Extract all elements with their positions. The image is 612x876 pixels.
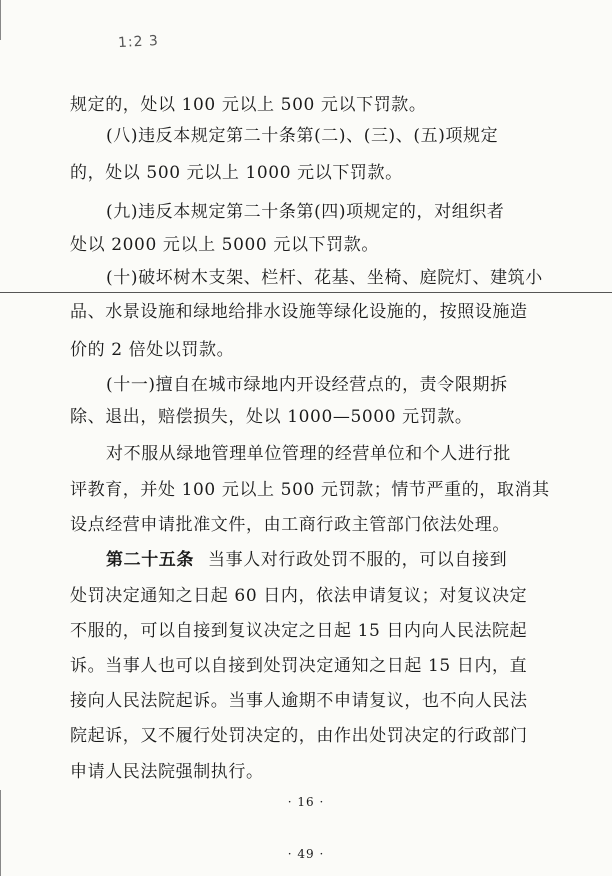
text-line: 评教育，并处 100 元以上 500 元罚款；情节严重的，取消其 [70,480,550,500]
text-line: 除、退出，赔偿损失，处以 1000—5000 元罚款。 [70,407,473,427]
binding-edge-mark [0,0,1,40]
text-line: 处以 2000 元以上 5000 元以下罚款。 [70,235,379,255]
text-line: 设点经营申请批准文件，由工商行政主管部门依法处理。 [70,515,510,535]
text-line: 接向人民法院起诉。当事人逾期不申请复议，也不向人民法 [70,691,528,711]
text-line: 对不服从绿地管理单位管理的经营单位和个人进行批 [106,444,511,464]
text-line: 申请人民法院强制执行。 [70,762,264,782]
text-line: 诉。当事人也可以自接到处罚决定通知之日起 15 日内，直 [70,656,528,676]
text-line: 价的 2 倍处以罚款。 [70,340,235,360]
article-line [106,550,550,570]
text-line: (九)违反本规定第二十条第(四)项规定的，对组织者 [106,202,505,222]
text-line: 品、水景设施和绿地给排水设施等绿化设施的，按照设施造 [70,302,528,322]
text-line: (八)违反本规定第二十条第(二)、(三)、(五)项规定 [106,126,499,146]
text-line: 院起诉，又不履行处罚决定的，由作出处罚决定的行政部门 [70,726,528,746]
horizontal-rule [0,292,612,293]
handwritten-page-number: 1:2 3 [117,32,160,52]
inner-page-number: · 16 · [287,795,325,809]
text-line: 的，处以 500 元以上 1000 元以下罚款。 [70,163,403,183]
text-line: 不服的，可以自接到复议决定之日起 15 日内向人民法院起 [70,621,528,641]
article-label: 第二十五条 [106,550,194,570]
text-line: 处罚决定通知之日起 60 日内，依法申请复议；对复议决定 [70,586,528,606]
text-line: 规定的，处以 100 元以上 500 元以下罚款。 [70,95,427,115]
text-line: (十)破坏树木支架、栏杆、花基、坐椅、庭院灯、建筑小 [106,268,543,288]
text-line: (十一)擅自在城市绿地内开设经营点的，责令限期拆 [106,375,508,395]
text-line: 当事人对行政处罚不服的，可以自接到 [208,550,508,570]
binding-edge-mark [0,790,1,876]
outer-page-number: · 49 · [287,847,325,861]
